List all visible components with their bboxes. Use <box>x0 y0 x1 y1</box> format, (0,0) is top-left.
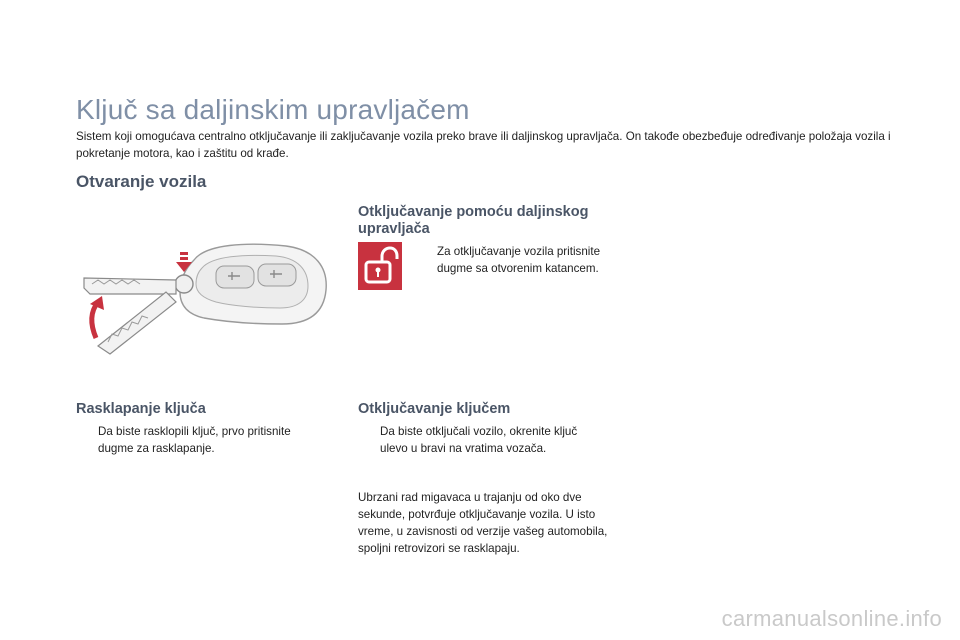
key-unlock-heading: Otključavanje ključem <box>358 401 511 417</box>
remote-unlock-heading-line2: upravljača <box>358 221 430 237</box>
unlocked-padlock-icon <box>358 242 402 290</box>
bullet-marker <box>76 423 98 457</box>
page-title: Ključ sa daljinskim upravljačem <box>76 94 470 125</box>
watermark: carmanualsonline.info <box>721 606 942 631</box>
key-unlock-bullet <box>358 423 608 457</box>
section-heading: Otvaranje vozila <box>76 172 207 191</box>
remote-unlock-heading-line1: Otključavanje pomoću daljinskog <box>358 204 589 220</box>
unfold-key-text: Da biste rasklopili ključ, prvo pritisnite dugme za rasklapanje. <box>98 425 291 455</box>
key-unlock-text: Da biste otključali vozilo, okrenite ključ ulevo u bravi na vratima vozača. <box>380 425 578 455</box>
remote-unlock-heading <box>358 204 588 238</box>
remote-unlock-bullet <box>415 243 615 277</box>
turn-signal-note: Ubrzani rad migavaca u trajanju od oko dve sekunde, potvrđuje otključavanje vozila. U isto vreme, u zavisnosti od verzije vašeg automobila, spoljni retrovizori se rasklapaju. <box>358 491 608 555</box>
bullet-marker <box>415 243 437 277</box>
unfold-key-bullet <box>76 423 311 457</box>
remote-unlock-text: Za otključavanje vozila pritisnite dugme sa otvorenim katancem. <box>437 245 601 275</box>
unfold-key-heading: Rasklapanje ključa <box>76 401 206 417</box>
key-fob-illustration <box>76 238 332 358</box>
bullet-marker <box>358 423 380 457</box>
intro-paragraph: Sistem koji omogućava centralno otključavanje ili zaključavanje vozila preko brave ili daljinskog upravljača. On takođe obezbeđuje određivanje položaja vozila i pokretanje motora, kao i zaštitu od krađe. <box>76 130 891 160</box>
